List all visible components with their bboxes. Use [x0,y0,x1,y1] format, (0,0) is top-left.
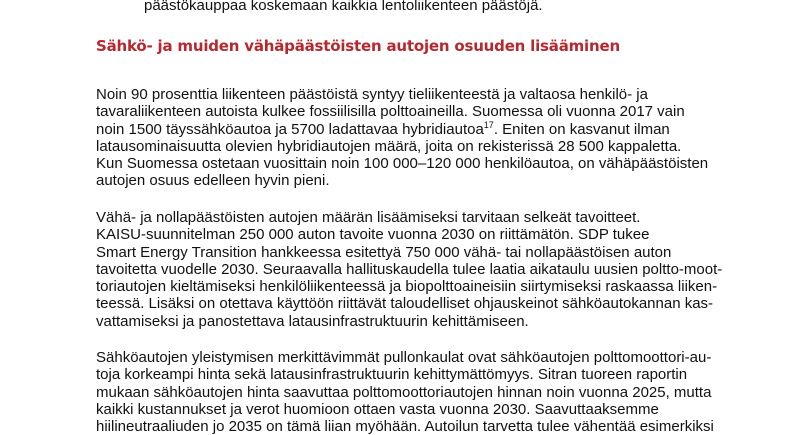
paragraph-line: Kun Suomessa ostetaan vuosittain noin 100 000–120 000 henkilöautoa, on vähäpäästöisten [96,155,709,173]
paragraph-3 [96,349,714,435]
paragraph-line: tavoitetta vuodelle 2030. Seuraavalla hallituskaudella tulee laatia aikataulu uusien poltto-moot- [96,260,723,278]
paragraph-line: Noin 90 prosenttia liikenteen päästöistä syntyy tieliikenteestä ja valtaosa henkilö- ja [96,86,648,103]
footnote-reference[interactable]: 17 [483,119,494,130]
previous-paragraph-fragment: päästökauppaa koskemaan kaikkia lentoliikenteen päästöjä. [144,0,543,14]
paragraph-line: vattamiseksi ja panostettava latausinfrastruktuurin kehittämiseen. [96,312,529,330]
paragraph-2 [96,209,722,330]
paragraph-line: autojen osuus edelleen hyvin pieni. [96,172,330,190]
paragraph-line: mukaan sähköautojen hinta saavuttaa polttomoottoriautojen hinnan noin vuonna 2025, mutta [96,383,712,401]
paragraph-line: tavaraliikenteen autoista kulkee fossiilisilla polttoaineilla. Suomessa oli vuonna 2017 vain [96,103,685,121]
paragraph-line: Sähköautojen yleistymisen merkittävimmät pullonkaulat ovat sähköautojen polttomoottori-au- [96,349,712,366]
paragraph-line-text-continued: . Eniten on kasvanut ilman [493,120,670,138]
paragraph-line-with-footnote [96,121,708,138]
paragraph-line: hiilineutraaliuden jo 2035 on tämä liian myöhään. Autoilun tarvetta tulee vähentää esimerkiksi [96,418,714,435]
paragraph-line: toriautojen kieltämiseksi henkilöliikenteessä ja biopolttoaineisiin siirtymiseksi raskaassa liiken- [96,278,718,296]
paragraph-line: kaikki kustannukset ja verot huomioon ottaen vasta vuonna 2030. Saavuttaaksemme [96,400,659,418]
paragraph-line: toja korkeampi hinta sekä latausinfrastruktuurin kehittymättömyys. Sitran tuoreen raportin [96,366,688,384]
paragraph-1 [96,86,708,190]
paragraph-line: KAISU-suunnitelman 250 000 auton tavoite vuonna 2030 on riittämätön. SDP tukee [96,226,650,244]
paragraph-line: latausominaisuutta olevien hybridiautojen määrä, joita on rekisterissä 28 500 kappaletta. [96,137,682,155]
paragraph-line-text: noin 1500 täyssähköautoa ja 5700 ladattavaa hybridiautoa [96,120,484,138]
paragraph-line: Vähä- ja nollapäästöisten autojen määrän lisäämiseksi tarvitaan selkeät tavoitteet. [96,209,641,226]
paragraph-line: teessä. Lisäksi on otettava käyttöön riittävät taloudelliset ohjauskeinot sähköautokannan kas- [96,295,714,313]
section-heading: Sähkö- ja muiden vähäpäästöisten autojen osuuden lisääminen [96,37,620,55]
paragraph-line: Smart Energy Transition hankkeessa esitettyä 750 000 vähä- tai nollapäästöisen auton [96,243,672,261]
